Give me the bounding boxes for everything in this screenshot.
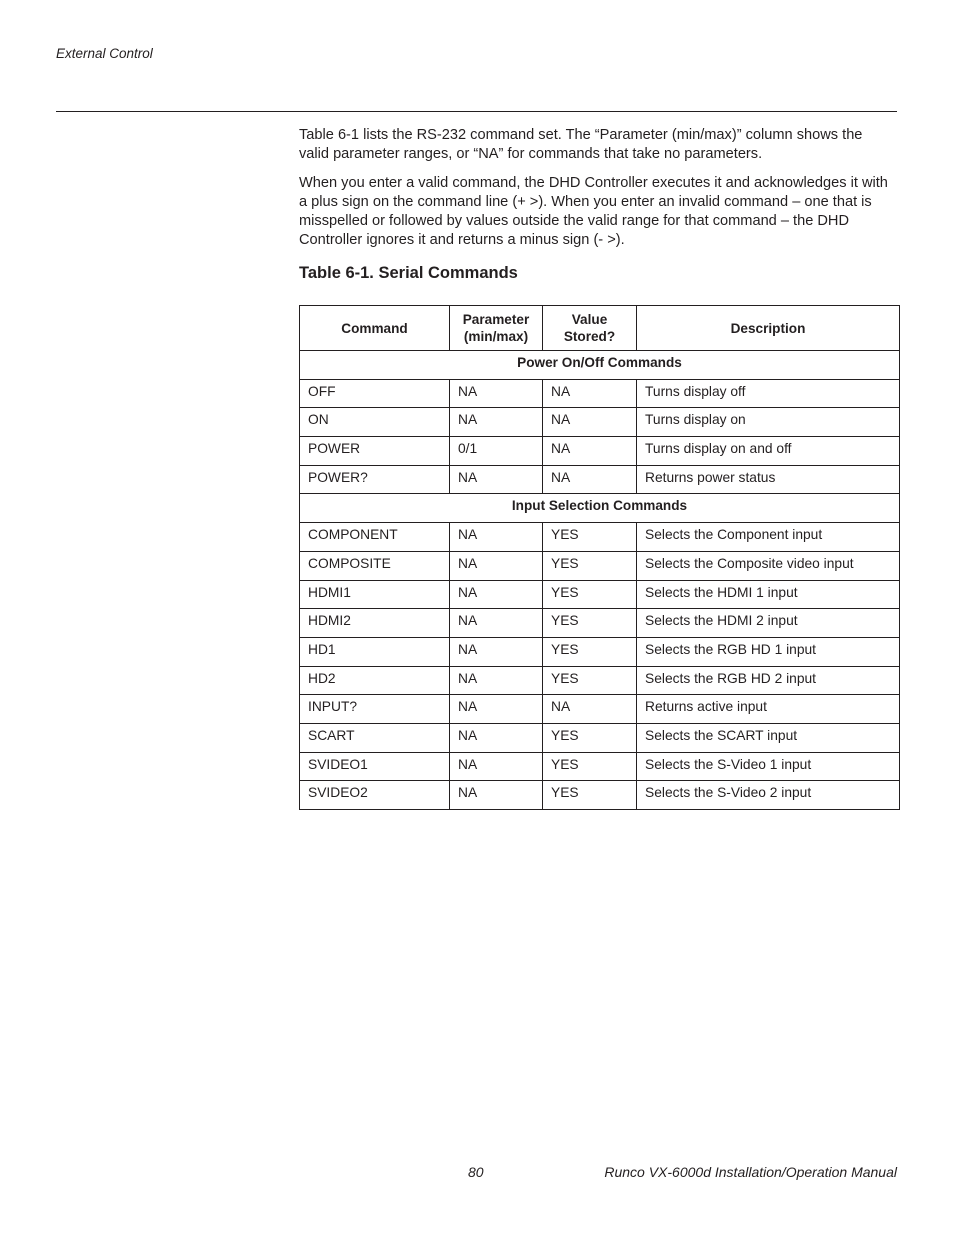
parameter-cell: NA	[450, 609, 543, 638]
description-cell: Selects the Component input	[637, 523, 900, 552]
table-row	[300, 437, 900, 466]
value-stored-cell: YES	[543, 781, 637, 810]
value-stored-cell: YES	[543, 551, 637, 580]
header-command: Command	[300, 306, 450, 351]
table-row	[300, 551, 900, 580]
value-stored-cell: NA	[543, 695, 637, 724]
command-cell: COMPOSITE	[300, 551, 450, 580]
header-description: Description	[637, 306, 900, 351]
description-cell: Selects the HDMI 1 input	[637, 580, 900, 609]
value-stored-cell: YES	[543, 523, 637, 552]
parameter-cell: NA	[450, 752, 543, 781]
description-cell: Returns active input	[637, 695, 900, 724]
parameter-cell: NA	[450, 523, 543, 552]
running-head: External Control	[56, 46, 153, 61]
parameter-cell: NA	[450, 379, 543, 408]
section-title: Power On/Off Commands	[300, 351, 900, 380]
parameter-cell: 0/1	[450, 437, 543, 466]
command-cell: SVIDEO2	[300, 781, 450, 810]
parameter-cell: NA	[450, 551, 543, 580]
value-stored-cell: NA	[543, 379, 637, 408]
value-stored-cell: NA	[543, 465, 637, 494]
intro-paragraph: Table 6-1 lists the RS-232 command set. The “Parameter (min/max)” column shows the valid parameter ranges, or “NA” for commands that take no parameters.	[299, 127, 863, 162]
command-cell: OFF	[300, 379, 450, 408]
section-row	[300, 494, 900, 523]
parameter-cell: NA	[450, 408, 543, 437]
command-cell: SVIDEO1	[300, 752, 450, 781]
table-row	[300, 695, 900, 724]
header-rule	[56, 111, 897, 112]
command-cell: HDMI2	[300, 609, 450, 638]
parameter-cell: NA	[450, 637, 543, 666]
table-row	[300, 379, 900, 408]
body-text	[299, 126, 895, 259]
section-row	[300, 351, 900, 380]
parameter-cell: NA	[450, 723, 543, 752]
parameter-cell: NA	[450, 465, 543, 494]
serial-commands-table	[299, 305, 900, 810]
command-cell: POWER?	[300, 465, 450, 494]
value-stored-cell: YES	[543, 609, 637, 638]
value-stored-cell: YES	[543, 752, 637, 781]
table-row	[300, 637, 900, 666]
table-row	[300, 609, 900, 638]
header-value-stored: Value Stored?	[543, 306, 637, 351]
value-stored-cell: NA	[543, 437, 637, 466]
table-row	[300, 465, 900, 494]
value-stored-cell: YES	[543, 580, 637, 609]
description-cell: Turns display off	[637, 379, 900, 408]
value-stored-cell: YES	[543, 637, 637, 666]
value-stored-cell: NA	[543, 408, 637, 437]
table-caption: Table 6-1. Serial Commands	[299, 264, 518, 282]
command-cell: HD2	[300, 666, 450, 695]
description-cell: Turns display on	[637, 408, 900, 437]
table-row	[300, 580, 900, 609]
table-row	[300, 666, 900, 695]
parameter-cell: NA	[450, 781, 543, 810]
command-cell: SCART	[300, 723, 450, 752]
command-cell: INPUT?	[300, 695, 450, 724]
command-cell: POWER	[300, 437, 450, 466]
table-row	[300, 408, 900, 437]
header-parameter: Parameter (min/max)	[450, 306, 543, 351]
page-number: 80	[468, 1164, 484, 1180]
description-cell: Selects the Composite video input	[637, 551, 900, 580]
description-cell: Selects the RGB HD 1 input	[637, 637, 900, 666]
table-header-row	[300, 306, 900, 351]
command-cell: HDMI1	[300, 580, 450, 609]
description-cell: Selects the S-Video 1 input	[637, 752, 900, 781]
parameter-cell: NA	[450, 580, 543, 609]
command-response-paragraph: When you enter a valid command, the DHD Controller executes it and acknowledges it with a plus sign on the command line (+ >). When you enter an invalid command – one that is misspelled or followed by values outside the valid range for that command – the DHD Controller ignores it and returns a minus sign (- >).	[299, 174, 888, 248]
parameter-cell: NA	[450, 695, 543, 724]
command-cell: HD1	[300, 637, 450, 666]
table-row	[300, 723, 900, 752]
manual-title: Runco VX-6000d Installation/Operation Manual	[604, 1164, 897, 1180]
table-body	[300, 351, 900, 810]
section-title: Input Selection Commands	[300, 494, 900, 523]
description-cell: Selects the S-Video 2 input	[637, 781, 900, 810]
description-cell: Selects the HDMI 2 input	[637, 609, 900, 638]
value-stored-cell: YES	[543, 666, 637, 695]
command-cell: ON	[300, 408, 450, 437]
description-cell: Turns display on and off	[637, 437, 900, 466]
table-row	[300, 781, 900, 810]
description-cell: Returns power status	[637, 465, 900, 494]
value-stored-cell: YES	[543, 723, 637, 752]
description-cell: Selects the SCART input	[637, 723, 900, 752]
description-cell: Selects the RGB HD 2 input	[637, 666, 900, 695]
table-row	[300, 523, 900, 552]
table-row	[300, 752, 900, 781]
command-cell: COMPONENT	[300, 523, 450, 552]
parameter-cell: NA	[450, 666, 543, 695]
